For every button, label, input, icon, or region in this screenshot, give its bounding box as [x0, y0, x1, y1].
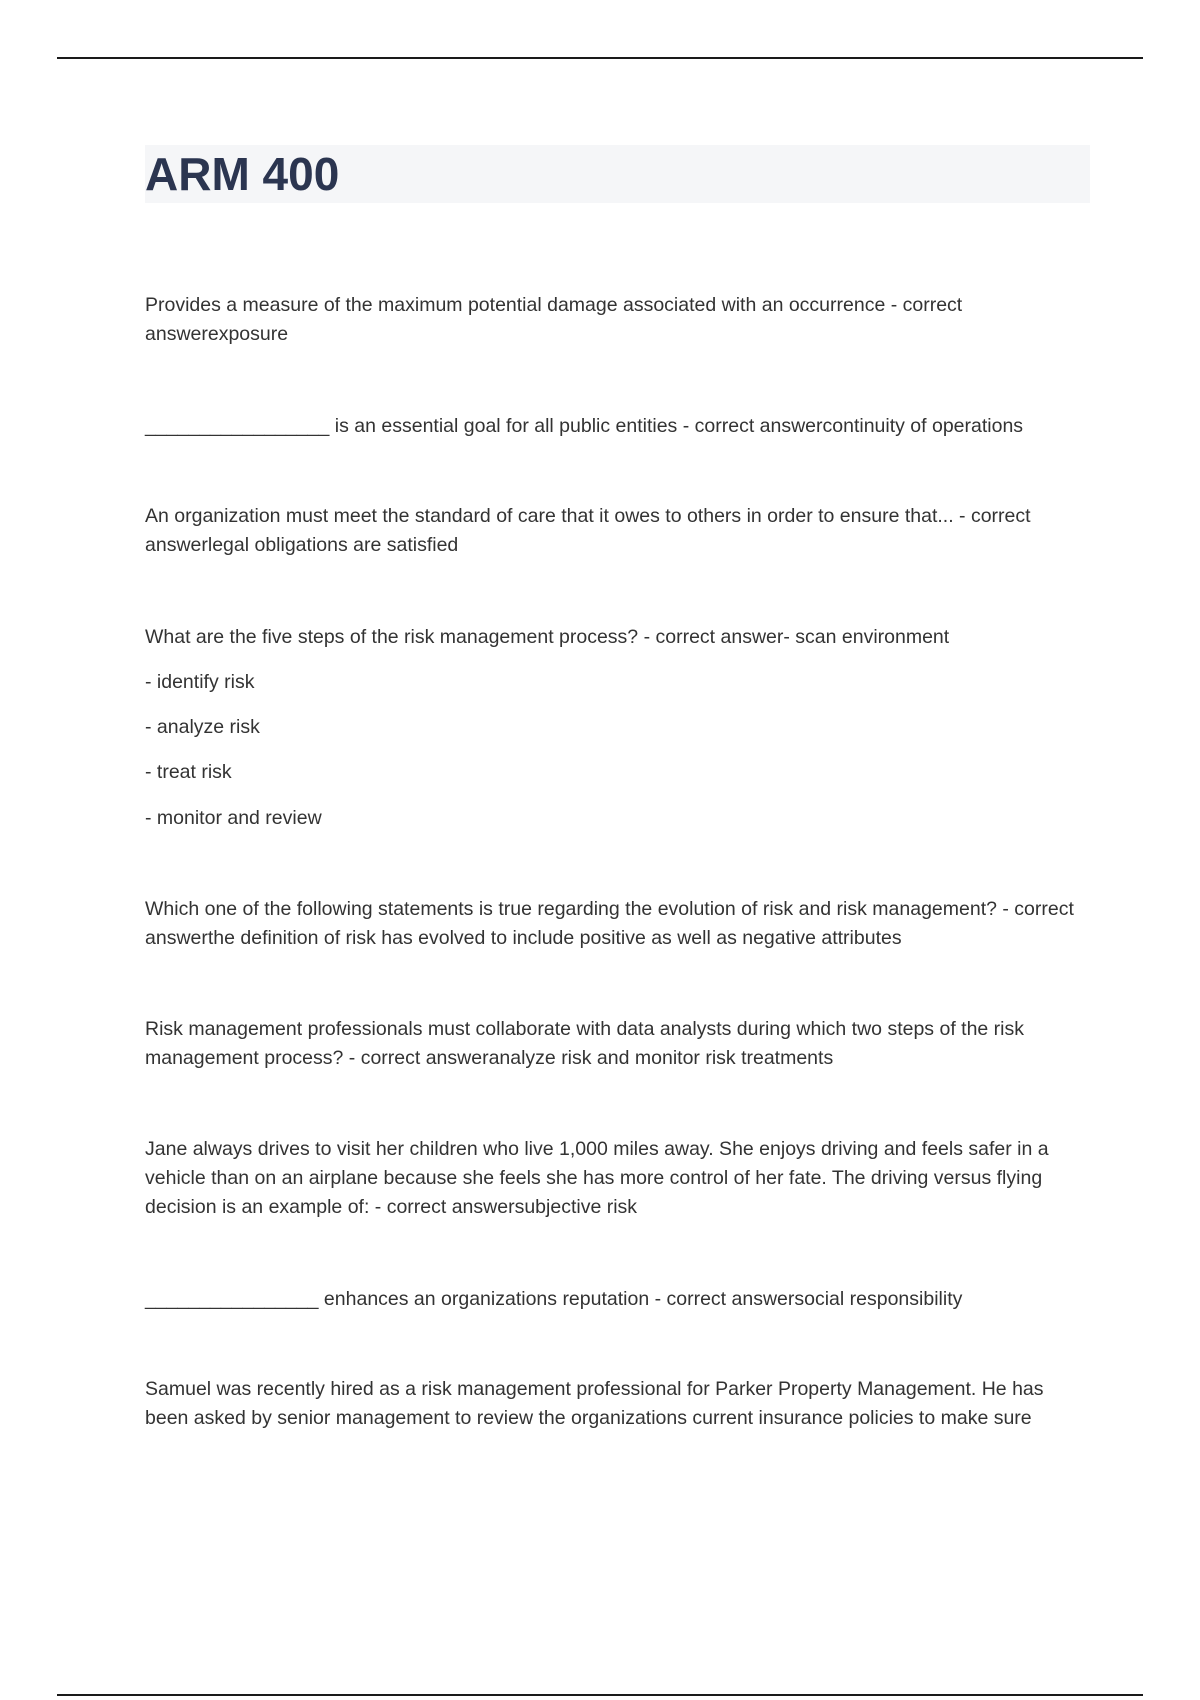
top-rule	[57, 57, 1143, 59]
qa-item: Jane always drives to visit her children who live 1,000 miles away. She enjoys driving and feels safer in a vehicle than on an airplane because she feels she has more control of her fate. The driving versus flying decision is an example of: - correct answersubjective risk	[145, 1138, 1049, 1218]
qa-item: What are the five steps of the risk management process? - correct answer- scan environment	[145, 626, 950, 648]
step-item: - treat risk	[145, 761, 232, 783]
document-title: ARM 400	[145, 148, 340, 200]
qa-item: Provides a measure of the maximum potential damage associated with an occurrence - correct answerexposure	[145, 294, 963, 345]
bottom-rule	[57, 1694, 1143, 1696]
title-banner	[145, 145, 1090, 203]
step-item: - analyze risk	[145, 716, 260, 738]
qa-item: ________________ enhances an organizations reputation - correct answersocial responsibility	[145, 1288, 963, 1310]
qa-item: Risk management professionals must collaborate with data analysts during which two steps of the risk management process? - correct answeranalyze risk and monitor risk treatments	[145, 1018, 1025, 1069]
qa-item: Samuel was recently hired as a risk management professional for Parker Property Management. He has been asked by senior management to review the organizations current insurance policies to make sure	[145, 1378, 1044, 1429]
qa-item: An organization must meet the standard of care that it owes to others in order to ensure that... - correct answerlegal obligations are satisfied	[145, 505, 1031, 556]
qa-item: _________________ is an essential goal for all public entities - correct answercontinuity of operations	[145, 415, 1024, 437]
step-item: - identify risk	[145, 671, 255, 693]
step-item: - monitor and review	[145, 807, 322, 829]
qa-item: Which one of the following statements is true regarding the evolution of risk and risk management? - correct answerthe definition of risk has evolved to include positive as well as negative attributes	[145, 898, 1074, 949]
